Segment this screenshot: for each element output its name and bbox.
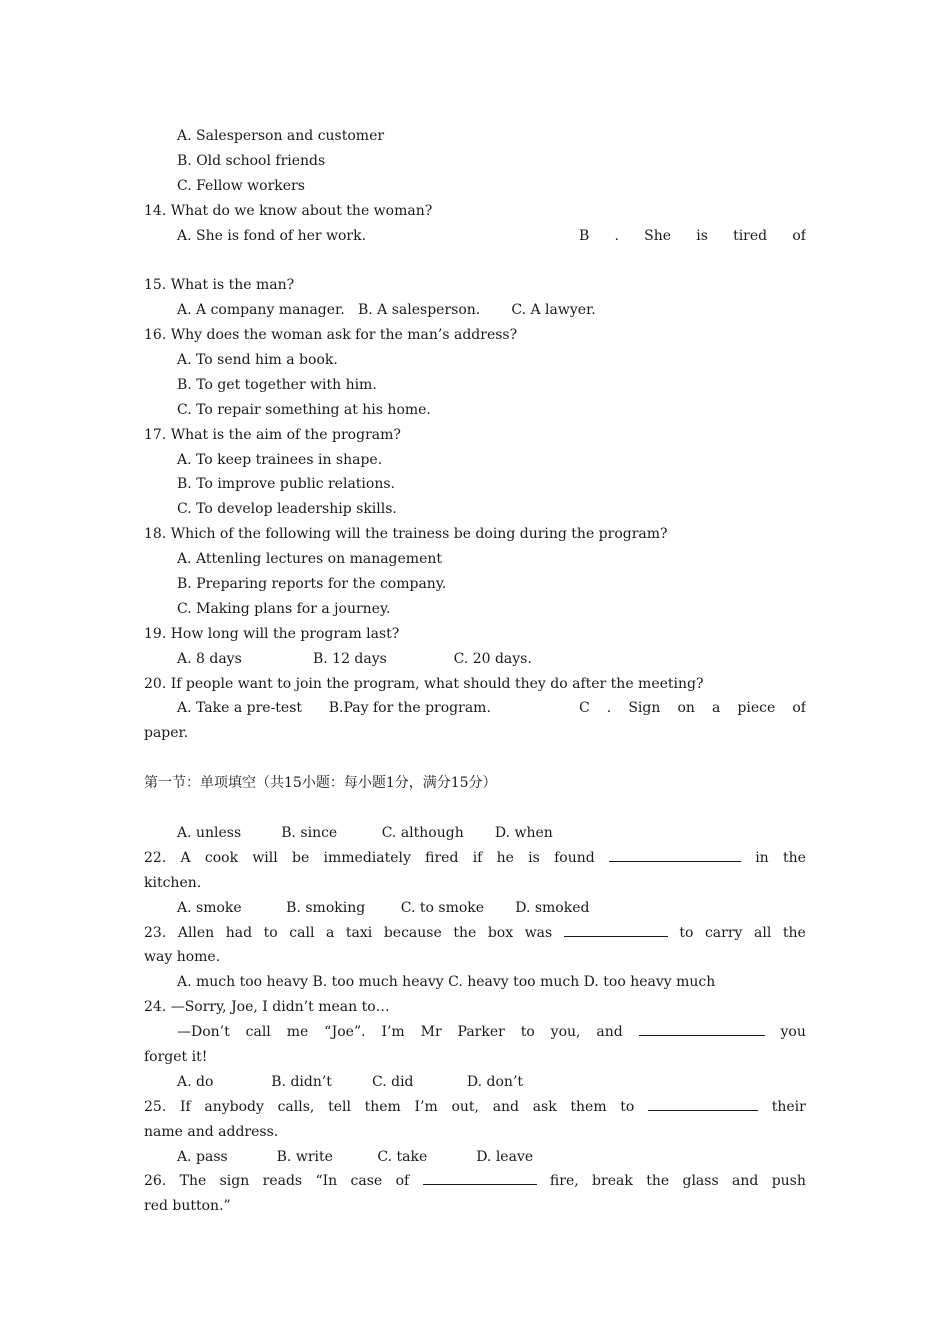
word: a bbox=[326, 924, 335, 941]
word: A bbox=[180, 849, 191, 866]
word: tell bbox=[328, 1098, 351, 1115]
question-19: 19. How long will the program last? bbox=[144, 625, 400, 642]
options-22: A. smoke B. smoking C. to smoke D. smoked bbox=[177, 899, 590, 916]
word: cook bbox=[204, 849, 239, 866]
option-line-14 bbox=[144, 224, 806, 249]
question-26 bbox=[144, 1169, 806, 1194]
option-line: C. Making plans for a journey. bbox=[177, 600, 391, 617]
option-line: A. Salesperson and customer bbox=[177, 128, 385, 144]
question-24: 24. —Sorry, Joe, I didn’t mean to… bbox=[144, 999, 390, 1016]
word: sign bbox=[219, 1173, 250, 1190]
word: C bbox=[579, 700, 590, 717]
word: . bbox=[614, 227, 619, 244]
options-21: A. unless B. since C. although D. when bbox=[177, 824, 553, 841]
wrapped-text: forget it! bbox=[144, 1048, 208, 1065]
option-line: B. Preparing reports for the company. bbox=[177, 576, 447, 593]
word: 22. bbox=[144, 849, 167, 866]
question-17: 17. What is the aim of the program? bbox=[144, 426, 401, 443]
option-line: B. Old school friends bbox=[177, 152, 326, 169]
word: piece bbox=[737, 700, 776, 717]
wrapped-text: paper. bbox=[144, 725, 189, 742]
word: found bbox=[554, 849, 595, 866]
word: to bbox=[263, 924, 278, 941]
word: tired bbox=[733, 227, 768, 244]
word: glass bbox=[682, 1173, 719, 1190]
options-25: A. pass B. write C. take D. leave bbox=[177, 1148, 534, 1165]
word: carry bbox=[704, 924, 743, 941]
word: you bbox=[780, 1024, 806, 1041]
word: them bbox=[570, 1098, 607, 1115]
word: is bbox=[528, 849, 540, 866]
options-19: A. 8 days B. 12 days C. 20 days. bbox=[177, 650, 532, 667]
word: immediately bbox=[323, 849, 411, 866]
word: anybody bbox=[204, 1098, 264, 1115]
word: of bbox=[395, 1173, 410, 1190]
options-24: A. do B. didn’t C. did D. don’t bbox=[177, 1073, 524, 1090]
word: he bbox=[496, 849, 514, 866]
word: “In bbox=[315, 1173, 338, 1190]
wrapped-text: way home. bbox=[144, 949, 221, 966]
option-c bbox=[579, 696, 806, 721]
word: the bbox=[782, 924, 806, 941]
question-20: 20. If people want to join the program, what should they do after the meeting? bbox=[144, 675, 704, 692]
word: push bbox=[771, 1173, 806, 1190]
answer-blank[interactable] bbox=[639, 1020, 765, 1036]
part-two-heading bbox=[144, 746, 806, 771]
word: taxi bbox=[345, 924, 373, 941]
word: you, bbox=[550, 1024, 581, 1041]
options-20-ab: A. Take a pre-test B.Pay for the program. bbox=[177, 700, 491, 717]
word: the bbox=[782, 849, 806, 866]
option-a: A. She is fond of her work. bbox=[177, 227, 367, 244]
word: 23. bbox=[144, 924, 167, 941]
word: Parker bbox=[457, 1024, 505, 1041]
option-line: A. Attenling lectures on management bbox=[177, 551, 443, 568]
question-18: 18. Which of the following will the trainess be doing during the program? bbox=[144, 526, 668, 543]
word: She bbox=[644, 227, 672, 244]
wrapped-text: name and address. bbox=[144, 1123, 279, 1140]
option-b bbox=[579, 224, 806, 249]
word: the bbox=[453, 924, 477, 941]
word: all bbox=[754, 924, 772, 941]
word: I’m bbox=[381, 1024, 405, 1041]
word: had bbox=[225, 924, 253, 941]
answer-blank[interactable] bbox=[648, 1095, 758, 1111]
wrapped-text: kitchen. bbox=[144, 874, 202, 891]
answer-blank[interactable] bbox=[564, 921, 668, 937]
word: out, bbox=[451, 1098, 479, 1115]
word: is bbox=[696, 227, 708, 244]
word: and bbox=[732, 1173, 759, 1190]
option-line: C. To repair something at his home. bbox=[177, 401, 431, 418]
exam-page bbox=[144, 124, 806, 1219]
word: them bbox=[364, 1098, 401, 1115]
options-23: A. much too heavy B. too much heavy C. heavy too much D. too heavy much bbox=[177, 974, 716, 991]
word: —Don’t bbox=[177, 1024, 230, 1041]
word: to bbox=[620, 1098, 635, 1115]
option-line: B. To improve public relations. bbox=[177, 476, 395, 493]
word: 26. bbox=[144, 1173, 167, 1190]
word: “Joe”. bbox=[324, 1024, 366, 1041]
word: break bbox=[592, 1173, 633, 1190]
word: 25. bbox=[144, 1098, 167, 1115]
question-16: 16. Why does the woman ask for the man’s address? bbox=[144, 327, 518, 344]
word: because bbox=[383, 924, 442, 941]
word: of bbox=[792, 700, 806, 717]
word: Sign bbox=[628, 700, 661, 717]
word: of bbox=[792, 227, 806, 244]
word: call bbox=[289, 924, 315, 941]
word: and bbox=[492, 1098, 520, 1115]
word: to bbox=[679, 924, 694, 941]
question-15: 15. What is the man? bbox=[144, 277, 295, 294]
option-line: C. Fellow workers bbox=[177, 177, 305, 194]
word: calls, bbox=[277, 1098, 315, 1115]
question-22 bbox=[144, 846, 806, 871]
word: box bbox=[487, 924, 514, 941]
question-23 bbox=[144, 921, 806, 946]
answer-blank[interactable] bbox=[423, 1169, 537, 1185]
word: fired bbox=[425, 849, 459, 866]
answer-blank[interactable] bbox=[609, 846, 741, 862]
word: if bbox=[472, 849, 483, 866]
options-20 bbox=[144, 696, 806, 721]
section-one-heading: 第一节：单项填空（共15小题：每小题1分，满分15分） bbox=[144, 775, 497, 792]
option-line: A. To keep trainees in shape. bbox=[177, 451, 383, 468]
word: and bbox=[596, 1024, 623, 1041]
word: call bbox=[245, 1024, 271, 1041]
option-line: A. To send him a book. bbox=[177, 352, 338, 369]
word: a bbox=[711, 700, 721, 717]
question-24-line2 bbox=[144, 1020, 806, 1045]
word: their bbox=[771, 1098, 806, 1115]
word: If bbox=[179, 1098, 191, 1115]
word: in bbox=[755, 849, 769, 866]
question-14: 14. What do we know about the woman? bbox=[144, 202, 433, 219]
option-line-14-cont bbox=[144, 248, 806, 273]
word: Allen bbox=[177, 924, 215, 941]
word: reads bbox=[262, 1173, 303, 1190]
question-21 bbox=[144, 796, 806, 821]
word: to bbox=[520, 1024, 535, 1041]
question-25 bbox=[144, 1095, 806, 1120]
word: on bbox=[677, 700, 695, 717]
word: me bbox=[286, 1024, 309, 1041]
word: be bbox=[292, 849, 310, 866]
word: case bbox=[350, 1173, 383, 1190]
word: The bbox=[179, 1173, 207, 1190]
word: the bbox=[646, 1173, 670, 1190]
options-15: A. A company manager. B. A salesperson. C. A lawyer. bbox=[177, 302, 596, 319]
option-line: B. To get together with him. bbox=[177, 376, 377, 393]
word: fire, bbox=[549, 1173, 579, 1190]
word: . bbox=[606, 700, 612, 717]
wrapped-text: red button.” bbox=[144, 1198, 231, 1215]
word: ask bbox=[532, 1098, 557, 1115]
word: will bbox=[252, 849, 278, 866]
word: was bbox=[524, 924, 553, 941]
word: I’m bbox=[414, 1098, 438, 1115]
option-line: C. To develop leadership skills. bbox=[177, 501, 397, 518]
word: Mr bbox=[420, 1024, 442, 1041]
word: B bbox=[579, 227, 590, 244]
